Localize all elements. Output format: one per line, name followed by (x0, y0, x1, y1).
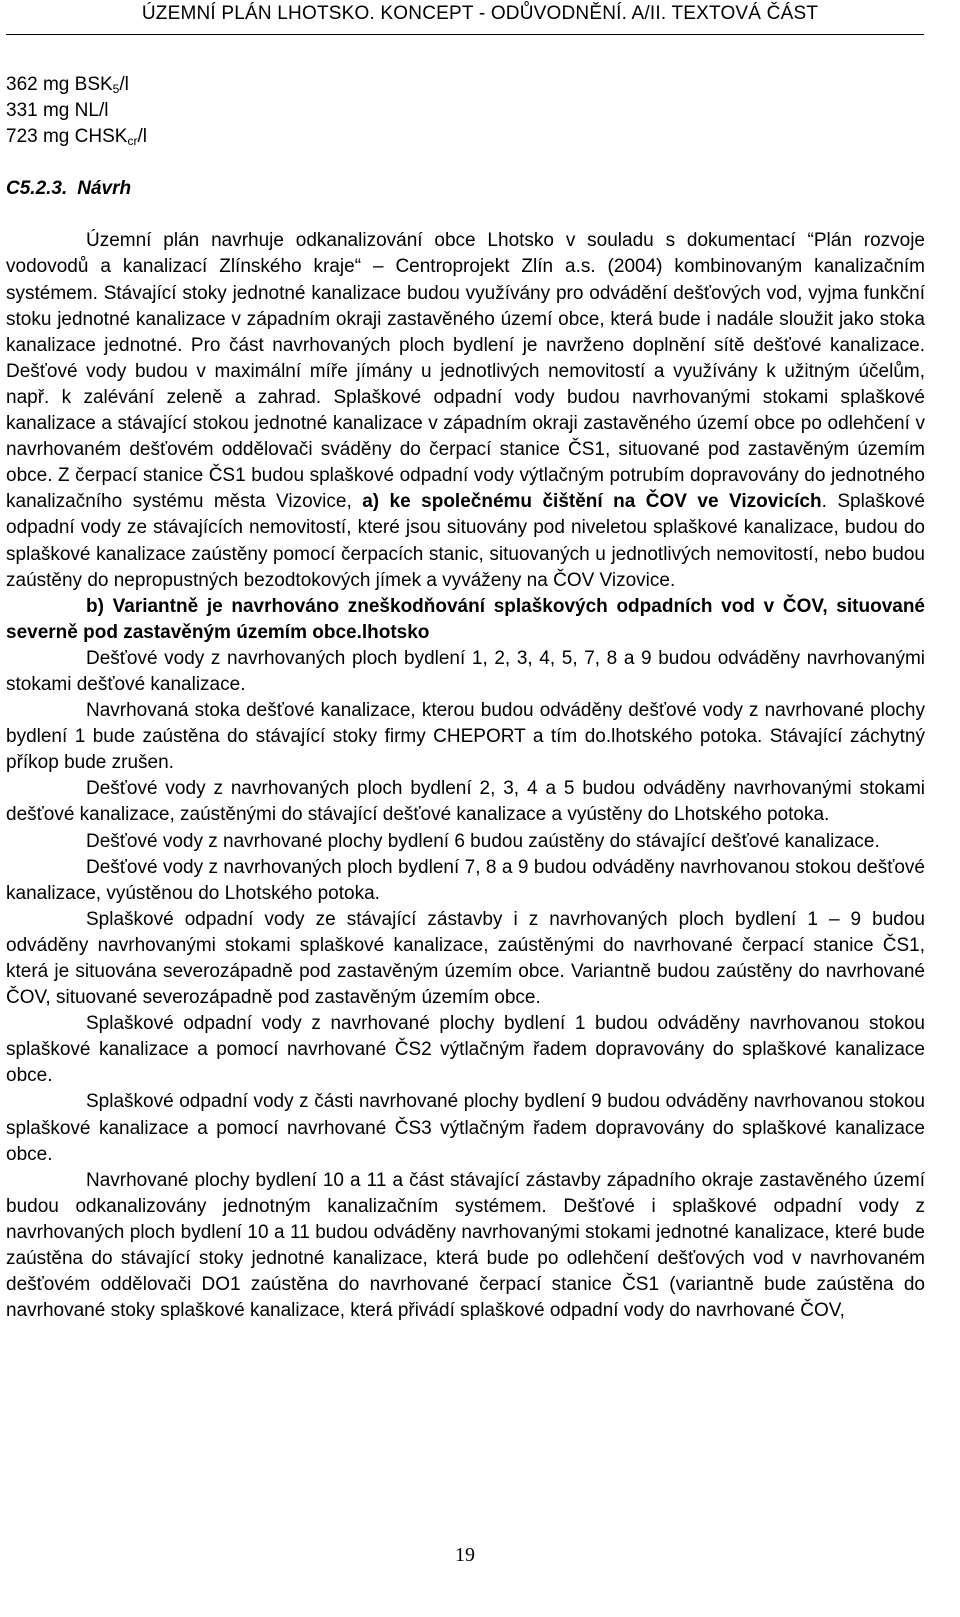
paragraph: Navrhované plochy bydlení 10 a 11 a část stávající zástavby západního okraje zastavěného území budou odkanalizovány jednotným kanalizačním systémem. Dešťové i splaškové odpadní vody z navrhovaných ploch bydlení 10 a 11 budou odváděny navrhovanými stokami jednotné kanalizace, které bude zaústěna do stávající stoky jednotné kanalizace, která bude po odlehčení dešťových vod v navrhovaném dešťovém oddělovači DO1 zaústěna do navrhované čerpací stanice ČS1 (variantně bude zaústěna do navrhované stoky splaškové kanalizace, která přivádí splaškové odpadní vody do navrhované ČOV, (6, 1169, 925, 1322)
paragraph-main: Územní plán navrhuje odkanalizování obce Lhotsko v souladu s dokumentací “Plán rozvoje vodovodů a kanalizací Zlínského kraje“ – Centroprojekt Zlín a.s. (2004) kombinovaným kanalizačním systémem. Stávající stoky jednotné kanalizace budou využívány pro odvádění dešťových vod, vyjma funkční stoku jednotné kanalizace v západním okraji zastavěného území obce, která bude i nadále sloužit jako stoka kanalizace jednotné. Pro část navrhovaných ploch bydlení je navrženo doplnění sítě dešťové kanalizace. Dešťové vody budou v maximální míře jímány u jednotlivých nemovitostí a využívány k užitným účelům, např. k zalévání zeleně a zahrad. Splaškové odpadní vody budou navrhovanými stokami splaškové kanalizace a stávající stokou jednotné kanalizace v západním okraji zastavěného území obce po odlehčení v navrhovaném dešťovém oddělovači sváděny do čerpací stanice ČS1, situované pod zastavěným územím obce. Z čerpací stanice ČS1 budou splaškové odpadní vody výtlačným potrubím dopravovány do jednotného kanalizačního systému města Vizovice, a) ke společnému čištění na ČOV ve Vizovicích. Splaškové odpadní vody ze stávajících nemovitostí, které jsou situovány pod niveletou splaškové kanalizace, budou do splaškové kanalizace zaústěny pomocí čerpacích stanic, situovaných u jednotlivých nemovitostí, nebo budou zaústěny do nepropustných bezodtokových jímek a vyváženy na ČOV Vizovice. (6, 230, 925, 591)
page-header: ÚZEMNÍ PLÁN LHOTSKO. KONCEPT - ODŮVODNĚNÍ. A/II. TEXTOVÁ ČÁST (141, 3, 819, 24)
value-nl: 331 mg NL/l (6, 100, 109, 122)
section-title: Návrh (77, 178, 132, 200)
paragraph: Dešťové vody z navrhované plochy bydlení 6 budou zaústěny do stávající dešťové kanalizace. (86, 830, 880, 852)
paragraph: Dešťové vody z navrhovaných ploch bydlení 2, 3, 4 a 5 budou odváděny navrhovanými stokami dešťové kanalizace, zaústěnými do stávající dešťové kanalizace a vyústěny do Lhotského potoka. (6, 778, 925, 826)
value-bsk: 362 mg $BSK_5/l$ (6, 74, 129, 96)
spacer (6, 202, 925, 228)
paragraph: Splaškové odpadní vody z části navrhované plochy bydlení 9 budou odváděny navrhovanou stokou splaškové kanalizace a pomocí navrhované ČS3 výtlačným řadem dopravovány do splaškové kanalizace obce. (6, 1091, 925, 1165)
paragraph: Dešťové vody z navrhovaných ploch bydlení 7, 8 a 9 budou odváděny navrhovanou stokou dešťové kanalizace, vyústěnou do Lhotského potoka. (6, 856, 925, 904)
section-number: C5.2.3. (6, 178, 68, 200)
paragraph: Dešťové vody z navrhovaných ploch bydlení 1, 2, 3, 4, 5, 7, 8 a 9 budou odváděny navrhovanými stokami dešťové kanalizace. (6, 647, 925, 695)
value-chsk: 723 mg $CHSK_{cr}/l$ (6, 126, 147, 149)
paragraph-variant-b: b) Variantně je navrhováno zneškodňování splaškových odpadních vod v ČOV, situované severně pod zastavěným územím obce.lhotsko (6, 595, 925, 643)
document-body (6, 72, 925, 1324)
section-heading (6, 176, 925, 202)
spacer (6, 150, 925, 176)
variant-a-emphasis: a) ke společnému čištění na ČOV ve Vizovicích (362, 491, 822, 513)
page-number: 19 (455, 1544, 475, 1566)
header-divider (6, 34, 924, 35)
paragraph: Navrhovaná stoka dešťové kanalizace, kterou budou odváděny dešťové vody z navrhované plochy bydlení 1 bude zaústěna do stávající stoky firmy CHEPORT a tím do.lhotského potoka. Stávající záchytný příkop bude zrušen. (6, 700, 925, 774)
paragraph: Splaškové odpadní vody z navrhované plochy bydlení 1 budou odváděny navrhovanou stokou splaškové kanalizace a pomocí navrhované ČS2 výtlačným řadem dopravovány do splaškové kanalizace obce. (6, 1013, 925, 1087)
paragraph: Splaškové odpadní vody ze stávající zástavby i z navrhovaných ploch bydlení 1 – 9 budou odváděny navrhovanými stokami splaškové kanalizace, zaústěnými do navrhované čerpací stanice ČS1, která je situována severozápadně pod zastavěným územím obce. Variantně budou zaústěny do navrhované ČOV, situované severozápadně pod zastavěným územím obce. (6, 908, 925, 1009)
